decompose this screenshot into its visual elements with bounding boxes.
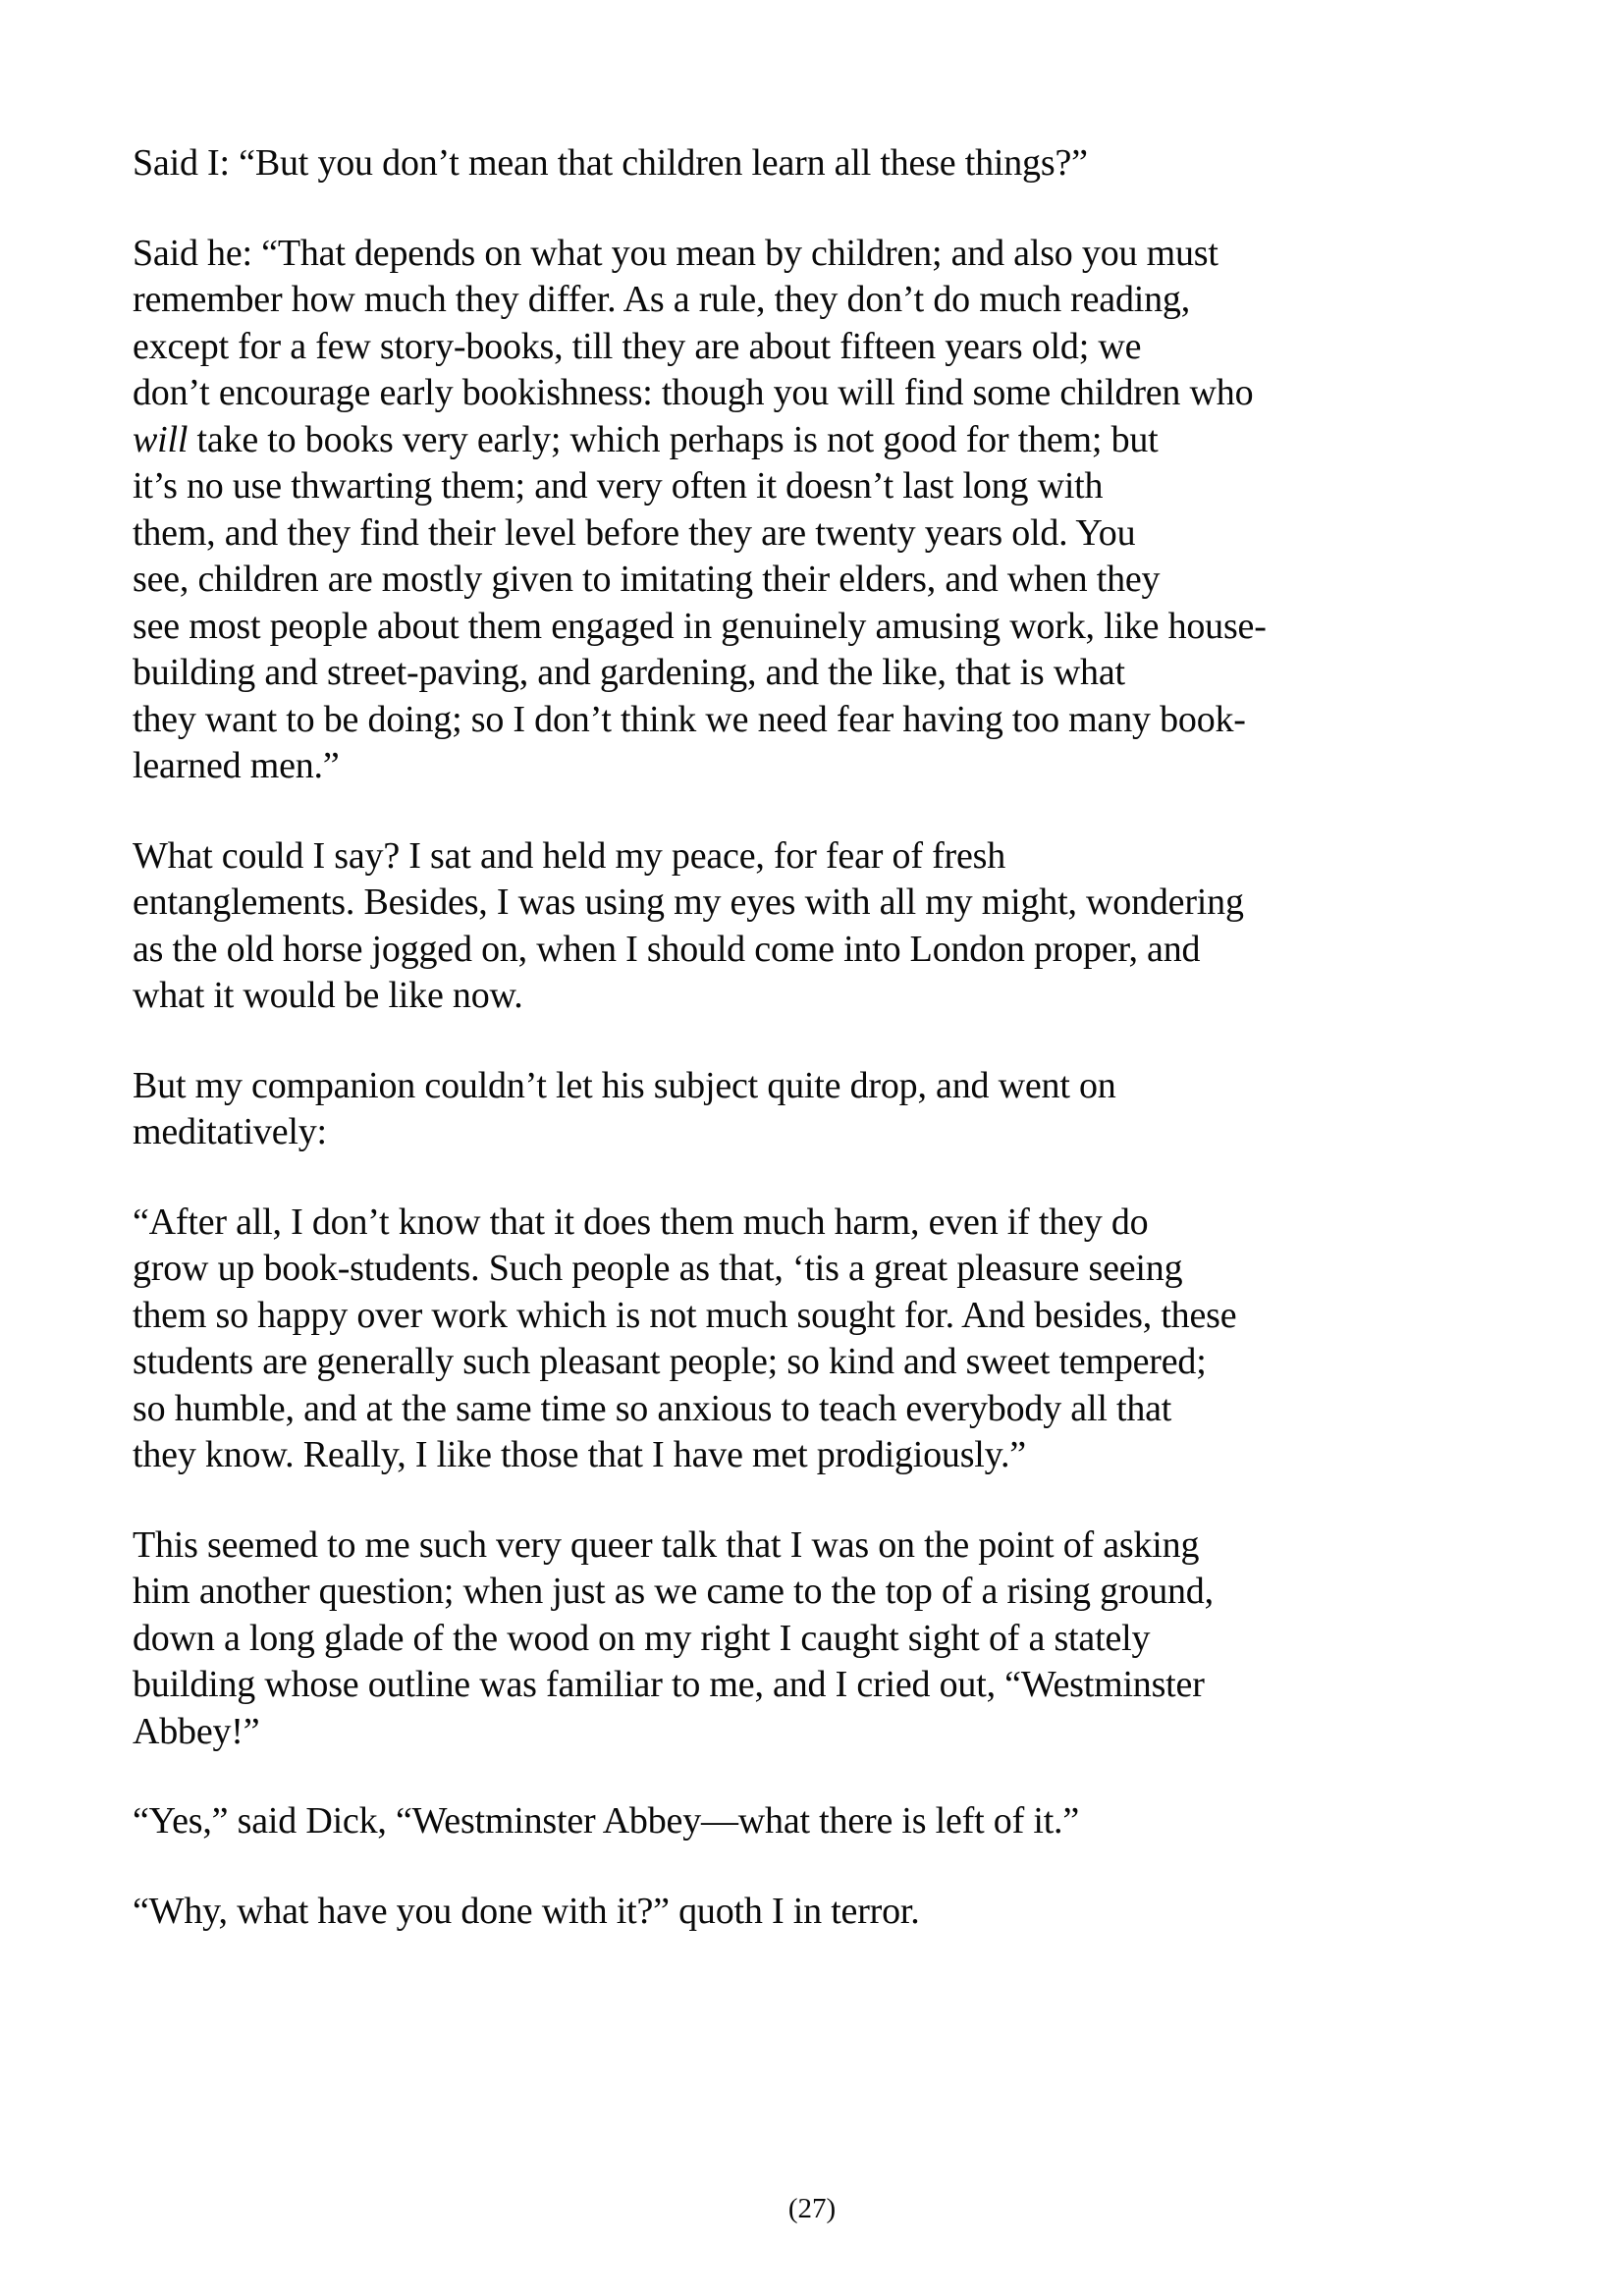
paragraph: [133, 1798, 1267, 1845]
text-line: “Why, what have you done with it?” quoth I in terror.: [133, 1890, 920, 1932]
text-line: it’s no use thwarting them; and very often it doesn’t last long with: [133, 465, 1104, 507]
text-line: building whose outline was familiar to me, and I cried out, “Westminster: [133, 1664, 1205, 1705]
text-line: except for a few story-books, till they are about fifteen years old; we: [133, 325, 1142, 367]
text-line: they know. Really, I like those that I have met prodigiously.”: [133, 1434, 1026, 1475]
text-line: meditatively:: [133, 1111, 327, 1152]
text-line: “After all, I don’t know that it does them much harm, even if they do: [133, 1201, 1149, 1243]
italic-word: will: [133, 418, 189, 460]
paragraph: [133, 231, 1267, 790]
text-line: students are generally such pleasant people; so kind and sweet tempered;: [133, 1341, 1207, 1382]
text-line: him another question; when just as we came to the top of a rising ground,: [133, 1571, 1214, 1612]
paragraph: [133, 1522, 1267, 1756]
paragraph: [133, 833, 1267, 1020]
text-line: grow up book-students. Such people as that, ‘tis a great pleasure seeing: [133, 1248, 1183, 1289]
text-line: Abbey!”: [133, 1710, 260, 1752]
text-line: remember how much they differ. As a rule, they don’t do much reading,: [133, 279, 1191, 320]
paragraph: [133, 1200, 1267, 1479]
text-line: what it would be like now.: [133, 975, 523, 1016]
text-span: take to books very early; which perhaps is not good for them; but: [188, 418, 1159, 460]
text-line: [133, 417, 1267, 464]
text-line: see most people about them engaged in genuinely amusing work, like house-: [133, 605, 1267, 647]
text-line: they want to be doing; so I don’t think we need fear having too many book-: [133, 698, 1246, 740]
text-line: as the old horse jogged on, when I should come into London proper, and: [133, 928, 1201, 970]
text-line: don’t encourage early bookishness: though you will find some children who: [133, 372, 1254, 413]
text-line: so humble, and at the same time so anxious to teach everybody all that: [133, 1387, 1172, 1429]
paragraph: [133, 1889, 1267, 1936]
text-line: What could I say? I sat and held my peace, for fear of fresh: [133, 834, 1006, 877]
text-line: building and street-paving, and gardening, and the like, that is what: [133, 652, 1125, 693]
text-line: down a long glade of the wood on my right I caught sight of a stately: [133, 1617, 1151, 1659]
text-line: But my companion couldn’t let his subject quite drop, and went on: [133, 1064, 1116, 1106]
text-line: Said he: “That depends on what you mean by children; and also you must: [133, 232, 1218, 274]
text-line: entanglements. Besides, I was using my eyes with all my might, wondering: [133, 881, 1244, 923]
text-line: them so happy over work which is not much sought for. And besides, these: [133, 1294, 1237, 1336]
paragraph: [133, 1063, 1267, 1156]
text-line: This seemed to me such very queer talk that I was on the point of asking: [133, 1523, 1200, 1566]
text-line: learned men.”: [133, 745, 340, 786]
text-block: [133, 140, 1267, 1978]
text-line: Said I: “But you don’t mean that children learn all these things?”: [133, 142, 1088, 184]
text-line: “Yes,” said Dick, “Westminster Abbey—what there is left of it.”: [133, 1800, 1080, 1842]
page-footer: [0, 2191, 1624, 2226]
page-number: (27): [787, 2193, 837, 2224]
text-line: them, and they find their level before they are twenty years old. You: [133, 511, 1136, 554]
text-line: see, children are mostly given to imitating their elders, and when they: [133, 559, 1161, 600]
paragraph: [133, 140, 1267, 187]
